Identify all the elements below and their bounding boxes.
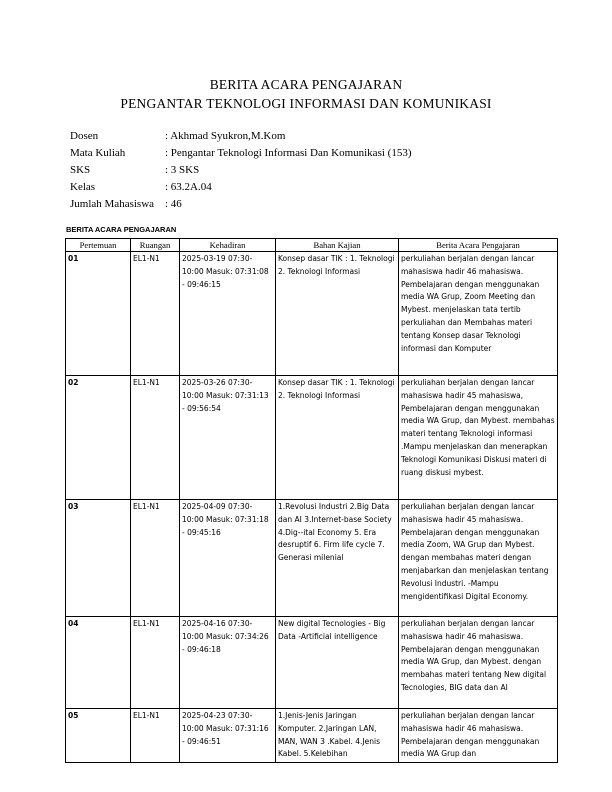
table-row — [66, 500, 558, 617]
table-header-row — [66, 239, 558, 252]
column-header-kehadiran: Kehadiran — [180, 239, 276, 252]
cell-bahan-kajian: 1.Jenis-Jenis Jaringan Komputer. 2.Jaringan LAN, MAN, WAN 3 .Kabel. 4.Jenis Kabel. 5.Kelebihan — [276, 709, 399, 763]
cell-pertemuan: 03 — [66, 500, 131, 617]
cell-pertemuan: 04 — [66, 617, 131, 709]
column-header-pertemuan: Pertemuan — [66, 239, 131, 252]
cell-pertemuan: 02 — [66, 376, 131, 500]
column-header-bahan-kajian: Bahan Kajian — [276, 239, 399, 252]
cell-berita-acara: perkuliahan berjalan dengan lancar mahasiswa hadir 46 mahasiswa. Pembelajaran dengan menggunakan media WA Grup dan — [399, 709, 558, 763]
info-value: : Pengantar Teknologi Informasi Dan Komunikasi (153) — [165, 147, 412, 159]
cell-pertemuan: 01 — [66, 252, 131, 376]
info-value: : 46 — [165, 198, 182, 210]
cell-berita-acara: perkuliahan berjalan dengan lancar mahasiswa hadir 46 mahasiswa. Pembelajaran dengan menggunakan media WA Grup, dan Mybest. dengan membahas materi tentang New digital Tecnologies, BIG data dan AI — [399, 617, 558, 709]
table-row — [66, 709, 558, 763]
info-label: Dosen — [70, 130, 99, 142]
table-row — [66, 376, 558, 500]
section-title: BERITA ACARA PENGAJARAN — [66, 225, 177, 234]
cell-bahan-kajian: Konsep dasar TIK : 1. Teknologi 2. Teknologi Informasi — [276, 252, 399, 376]
cell-ruangan: EL1-N1 — [131, 709, 180, 763]
cell-berita-acara: perkuliahan berjalan dengan lancar mahasiswa hadir 45 mahasiswa, Pembelajaran dengan menggunakan media WA Grup, dan Mybest. membahas materi tentang Teknologi informasi .Mampu menjelaskan dan menerapkan Teknologi Komunikasi Diskusi materi di ruang diskusi mybest. — [399, 376, 558, 500]
course-title: PENGANTAR TEKNOLOGI INFORMASI DAN KOMUNIKASI — [120, 96, 492, 111]
cell-bahan-kajian: New digital Tecnologies - Big Data -Artificial intelligence — [276, 617, 399, 709]
info-label: Mata Kuliah — [70, 147, 126, 159]
cell-kehadiran: 2025-03-26 07:30-10:00 Masuk: 07:31:13 - 09:56:54 — [180, 376, 276, 500]
info-value: : Akhmad Syukron,M.Kom — [165, 130, 286, 142]
cell-bahan-kajian: Konsep dasar TIK : 1. Teknologi 2. Teknologi Informasi — [276, 376, 399, 500]
column-header-berita-acara: Berita Acara Pengajaran — [399, 239, 558, 252]
cell-ruangan: EL1-N1 — [131, 376, 180, 500]
cell-kehadiran: 2025-04-16 07:30-10:00 Masuk: 07:34:26 - 09:46:18 — [180, 617, 276, 709]
teaching-record-table — [65, 238, 558, 763]
cell-kehadiran: 2025-04-09 07:30-10:00 Masuk: 07:31:18 - 09:45:16 — [180, 500, 276, 617]
cell-berita-acara: perkuliahan berjalan dengan lancar mahasiswa hadir 45 mahasiswa. Pembelajaran dengan menggunakan media Zoom, WA Grup dan Mybest. dengan membahas materi dengan menjabarkan dan menjelaskan tentang Revolusi Industri. -Mampu mengidentifikasi Digital Economy. — [399, 500, 558, 617]
cell-kehadiran: 2025-03-19 07:30-10:00 Masuk: 07:31:08 - 09:46:15 — [180, 252, 276, 376]
info-label: Jumlah Mahasiswa — [70, 198, 155, 210]
cell-kehadiran: 2025-04-23 07:30-10:00 Masuk: 07:31:16 - 09:46:51 — [180, 709, 276, 763]
cell-bahan-kajian: 1.Revolusi Industri 2.Big Data dan AI 3.Internet-base Society 4.Dig--ital Economy 5. Era desruptif 6. Firm life cycle 7. Generasi milenial — [276, 500, 399, 617]
info-label: SKS — [70, 164, 91, 176]
document-title: BERITA ACARA PENGAJARAN — [209, 77, 403, 92]
table-row — [66, 617, 558, 709]
cell-berita-acara: perkuliahan berjalan dengan lancar mahasiswa hadir 46 mahasiswa. Pembelajaran dengan menggunakan media WA Grup, Zoom Meeting dan Mybest. menjelaskan tata tertib perkuliahan dan Membahas materi tentang Konsep dasar Teknologi informasi dan Komputer — [399, 252, 558, 376]
cell-ruangan: EL1-N1 — [131, 500, 180, 617]
cell-ruangan: EL1-N1 — [131, 252, 180, 376]
cell-pertemuan: 05 — [66, 709, 131, 763]
table-row — [66, 252, 558, 376]
column-header-ruangan: Ruangan — [131, 239, 180, 252]
cell-ruangan: EL1-N1 — [131, 617, 180, 709]
info-label: Kelas — [70, 181, 96, 193]
info-value: : 63.2A.04 — [165, 181, 212, 193]
info-value: : 3 SKS — [165, 164, 200, 176]
